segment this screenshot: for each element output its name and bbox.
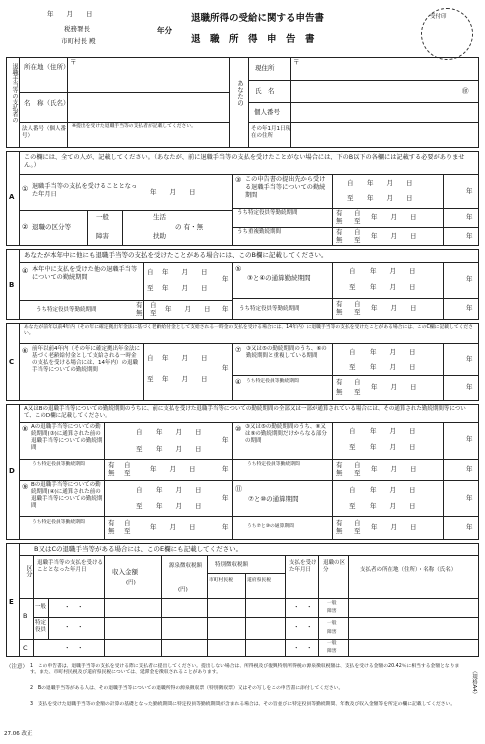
payer-name-label: 名 称（氏名） — [24, 99, 70, 107]
q3-sub1: うち特定役員等勤続期間 — [237, 210, 298, 216]
recipient-address-label: 現住所 — [255, 64, 275, 72]
note-2: 2 Bの退職手当等がある人は、その退職手当等についての退職所得の源泉徴収票（特別徴収票）又はその写しをこの申告書に添付してください。 — [30, 686, 344, 691]
row-b-general: 一般 — [35, 604, 47, 610]
col-payer: 支払者の所在地（住所）・名称（氏名） — [360, 567, 457, 573]
title-line1: 退職所得の受給に関する申告書 — [191, 13, 325, 24]
q8-sub-to: 至 — [124, 469, 131, 477]
recipient-number-field[interactable] — [293, 104, 476, 120]
recipient-postal-mark: 〒 — [293, 58, 300, 66]
q11-sub-none[interactable]: 無 — [336, 527, 343, 535]
q7-from-date[interactable]: 年 月 日 — [370, 348, 416, 356]
section-b-note: あなたが本年中に他にも退職手当等の支払を受けたことがある場合には、このB欄に記載してください。 — [24, 251, 328, 259]
q11-sub-to: 至 — [354, 527, 361, 535]
q3-label: この申告書の提出先から受ける退職手当等についての勤続期間 — [245, 176, 326, 199]
q10-to: 至 — [349, 443, 356, 451]
q3-sub2-date[interactable]: 年 月 日 — [371, 232, 417, 240]
q3-sub2-years[interactable]: 年 — [466, 232, 473, 240]
col-kubun: 区分 — [25, 565, 32, 578]
q11-sub-date[interactable]: 年 月 日 — [371, 523, 417, 531]
q4-label: 本年中に支払を受けた他の退職手当等についての勤続期間 — [32, 266, 138, 281]
q5-to-date[interactable]: 年 月 日 — [370, 283, 416, 291]
row-b-special-paydate[interactable]: ・ ・ — [293, 623, 313, 631]
q5-to: 至 — [349, 283, 356, 291]
q8-sub: うち特定役員等勤続期間 — [32, 462, 85, 467]
jan1-address-field[interactable] — [293, 124, 476, 146]
q5-sub-to: 至 — [354, 308, 361, 316]
q7-from: 自 — [349, 348, 356, 356]
section-c-note: あなたが前年以前4年内（その年に確定拠出年金法に基づく老齢給付金として支給される一時金の支払を受ける場合には、14年内）に退職手当等の支払を受けたことがある場合には、このC欄に記載してください。 — [24, 325, 474, 336]
q9-sub-has[interactable]: 有 — [108, 519, 115, 527]
col-retire: 退職の区分 — [323, 560, 346, 573]
q5-sub-years[interactable]: 年 — [466, 304, 473, 312]
col-income: 収入金額 — [112, 568, 138, 576]
recipient-vertical-label: あなたの — [236, 80, 244, 106]
q7-number: ⑦ — [235, 346, 242, 354]
q2-number: ② — [22, 223, 29, 231]
q2-option-disabled[interactable]: 障害 — [96, 232, 109, 240]
col-tokubetsu: 特別徴収税額 — [215, 562, 249, 568]
q11-sub-years[interactable]: 年 — [466, 523, 473, 531]
mayor-label: 市町村長 殿 — [61, 37, 96, 45]
row-b-gen-opt2[interactable]: 障害 — [327, 609, 337, 614]
q3-from-date[interactable]: 年 月 日 — [367, 179, 413, 187]
q3-sub2-to: 至 — [354, 236, 361, 244]
row-b-special-date[interactable]: ・ ・ — [64, 623, 84, 631]
q3-from: 自 — [347, 179, 354, 187]
q3-sub2-none[interactable]: 無 — [336, 236, 343, 244]
q3-sub1-has[interactable]: 有 — [336, 209, 343, 217]
q11-to-date[interactable]: 年 月 日 — [370, 502, 416, 510]
q7-sub-years[interactable]: 年 — [466, 383, 473, 391]
q11-years[interactable]: 年 — [466, 494, 473, 502]
row-b-special: 特定役員 — [35, 620, 47, 633]
q7-sub-from: 自 — [354, 378, 361, 386]
row-b-sp-opt2[interactable]: 障害 — [327, 630, 337, 635]
q11-sub: うち⑦と⑩の通算期間 — [247, 524, 294, 529]
q10-sub-date[interactable]: 年 月 日 — [371, 465, 417, 473]
q4-to: 至 — [147, 284, 154, 292]
q4-sub-has[interactable]: 有 — [136, 301, 143, 309]
form-revision-id: 27.06 改正 — [4, 731, 33, 737]
recipient-name-field[interactable] — [293, 83, 463, 100]
row-c-opt1[interactable]: 一般 — [327, 641, 337, 646]
q9-years[interactable]: 年 — [222, 494, 229, 502]
q3-sub1-years[interactable]: 年 — [466, 213, 473, 221]
q9-label: Bの退職手当等についての勤続期間(④)に通算された前の退職手当等についての勤続期間 — [31, 482, 103, 509]
payer-vertical-label: 退職手当等の支払者の — [11, 63, 18, 123]
payer-postal-mark: 〒 — [70, 58, 77, 66]
q4-sub-date[interactable]: 年 月 日 — [165, 305, 211, 313]
recipient-address-field[interactable] — [293, 66, 476, 79]
q10-sub-from: 自 — [354, 461, 361, 469]
q4-years[interactable]: 年 — [222, 275, 229, 283]
q10-from: 自 — [349, 427, 356, 435]
section-e-letter: E — [9, 598, 14, 606]
q10-number: ⑩ — [235, 425, 242, 433]
q10-to-date[interactable]: 年 月 日 — [370, 443, 416, 451]
row-b-general-paydate[interactable]: ・ ・ — [293, 603, 313, 611]
q4-to-date[interactable]: 年 月 日 — [162, 284, 208, 292]
q7-sub-date[interactable]: 年 月 日 — [371, 383, 417, 391]
q5-sub-date[interactable]: 年 月 日 — [371, 304, 417, 312]
section-d-note: A又はBの退職手当等についての勤続期間のうちに、前に支払を受けた退職手当等についての勤続期間の全部又は一部が通算されている場合には、その通算された勤続期間等について、このD欄に記載してください。 — [24, 406, 466, 419]
payer-number-field[interactable] — [70, 132, 228, 146]
q8-sub-date[interactable]: 年 月 日 — [150, 465, 196, 473]
q11-from: 自 — [349, 486, 356, 494]
q11-from-date[interactable]: 年 月 日 — [370, 486, 416, 494]
q1-number: ① — [22, 185, 29, 193]
row-c-date[interactable]: ・ ・ — [64, 644, 84, 652]
q6-years[interactable]: 年 — [222, 364, 229, 372]
q7-years[interactable]: 年 — [466, 355, 473, 363]
row-c-label: C — [23, 644, 28, 652]
q3-sub2-from: 自 — [354, 228, 361, 236]
jan1-address-label: その年1月1日現在の住所 — [251, 126, 291, 139]
section-a-note: この欄には、全ての人が、記載してください。（あなたが、前に退職手当等の支払を受けたことがない場合には、下のB以下の各欄には記載する必要がありません。） — [24, 154, 465, 169]
q9-sub-to: 至 — [124, 527, 131, 535]
row-b-label: B — [23, 612, 28, 620]
q6-from-date[interactable]: 年 月 日 — [162, 354, 208, 362]
q6-label: 前年以前4年内（その年に確定拠出年金法に基づく老齢給付金として支給される一時金の支払を受ける場合には、14年内）の退職手当等についての勤続期間 — [32, 346, 141, 373]
q5-from-date[interactable]: 年 月 日 — [370, 267, 416, 275]
section-b-letter: B — [9, 281, 15, 289]
q3-sub1-from: 自 — [354, 209, 361, 217]
q5-from: 自 — [349, 267, 356, 275]
payer-number-label: 法人番号（個人番号） — [22, 126, 67, 139]
q4-sub-to: 至 — [150, 309, 157, 317]
section-a-letter: A — [9, 193, 15, 201]
q11-sub-from: 自 — [354, 519, 361, 527]
q5-sub: うち特定役員等勤続期間 — [239, 306, 300, 312]
q7-sub-none[interactable]: 無 — [336, 388, 343, 396]
q10-sub-to: 至 — [354, 469, 361, 477]
q9-from: 自 — [136, 486, 143, 494]
q9-to-date[interactable]: 年 月 日 — [156, 502, 202, 510]
q3-sub1-to: 至 — [354, 217, 361, 225]
q8-from: 自 — [136, 428, 143, 436]
q8-years[interactable]: 年 — [222, 436, 229, 444]
section-e-note: B又はCの退職手当等がある場合には、このE欄にも記載してください。 — [34, 545, 243, 553]
q10-sub: うち特定役員等勤続期間 — [247, 462, 300, 467]
q9-sub-none[interactable]: 無 — [108, 527, 115, 535]
section-d-letter: D — [9, 467, 15, 475]
q11-to: 至 — [349, 502, 356, 510]
q3-years[interactable]: 年 — [466, 187, 473, 195]
q10-sub-years[interactable]: 年 — [466, 465, 473, 473]
q4-sub: うち特定役員等勤続期間 — [36, 307, 97, 313]
row-c-paydate[interactable]: ・ ・ — [293, 644, 313, 652]
q1-date[interactable]: 年 月 日 — [150, 188, 196, 196]
q3-to: 至 — [347, 194, 354, 202]
col-pay-date: 支払を受けた年月日 — [289, 560, 317, 573]
q4-sub-none[interactable]: 無 — [136, 309, 143, 317]
q2-yes-no[interactable]: の 有・無 — [175, 223, 204, 231]
q3-sub1-none[interactable]: 無 — [336, 217, 343, 225]
col-income-unit: (円) — [126, 580, 136, 586]
q7-to-date[interactable]: 年 月 日 — [370, 363, 416, 371]
col-date: 退職手当等の支払を受けることとなった年月日 — [37, 560, 104, 573]
q4-sub-years[interactable]: 年 — [222, 305, 229, 313]
col-gensen-unit: (円) — [178, 587, 188, 593]
row-b-gen-opt1[interactable]: 一般 — [327, 601, 337, 606]
row-b-general-date[interactable]: ・ ・ — [64, 603, 84, 611]
recipient-number-label: 個人番号 — [254, 108, 280, 116]
row-c-opt2[interactable]: 障害 — [327, 649, 337, 654]
q11-number: ⑪ — [235, 485, 242, 493]
row-b-sp-opt1[interactable]: 一般 — [327, 621, 337, 626]
q7-sub: うち特定役員等勤続期間 — [246, 379, 299, 384]
q7-sub-number: ④ — [235, 378, 242, 386]
q8-from-date[interactable]: 年 月 日 — [156, 428, 202, 436]
q7-label: ③又は⑤の勤続期間のうち、⑥の勤続期間と重複している期間 — [246, 346, 327, 359]
q3-number: ③ — [235, 176, 242, 184]
q9-sub-years[interactable]: 年 — [222, 523, 229, 531]
tax-office-label: 税務署長 — [64, 25, 90, 33]
q3-sub2: うち重複勤続期間 — [237, 229, 282, 235]
q8-sub-years[interactable]: 年 — [222, 465, 229, 473]
q2-label: 退職の区分等 — [32, 223, 71, 231]
q8-label: Aの退職手当等についての勤続期間(③)に通算された前の退職手当等についての勤続期間 — [31, 424, 103, 451]
recipient-name-label: 氏 名 — [255, 87, 275, 95]
q6-from: 自 — [147, 354, 154, 362]
q5-sub-none[interactable]: 無 — [336, 308, 343, 316]
q2-option-assistance: 扶助 — [153, 232, 166, 240]
q8-sub-from: 自 — [124, 461, 131, 469]
q10-years[interactable]: 年 — [466, 435, 473, 443]
q7-sub-to: 至 — [354, 388, 361, 396]
col-pref: 道府県民税 — [247, 578, 271, 583]
q3-sub2-has[interactable]: 有 — [336, 228, 343, 236]
q7-to: 至 — [349, 363, 356, 371]
q3-sub1-date[interactable]: 年 月 日 — [371, 213, 417, 221]
q8-to: 至 — [136, 445, 143, 453]
note-3: 3 支払を受けた退職手当等の金額の計算の基礎となった勤続期間に特定役員等勤続期間が含まれる場合は、その旨並びに特定役員等勤続期間、年数及び収入金額等を所定の欄に記載してください。 — [30, 702, 456, 707]
q9-from-date[interactable]: 年 月 日 — [156, 486, 202, 494]
q5-sub-from: 自 — [354, 300, 361, 308]
q2-option-general[interactable]: 一般 — [96, 213, 109, 221]
q11-sub-has[interactable]: 有 — [336, 519, 343, 527]
payer-number-note: ※提出を受けた退職手当等の支払者が記載してください。 — [72, 124, 196, 129]
submission-date-label: 年 月 日 — [47, 10, 93, 18]
q8-to-date[interactable]: 年 月 日 — [156, 445, 202, 453]
q6-to: 至 — [147, 375, 154, 383]
payer-name-field[interactable] — [70, 94, 228, 120]
title-line2: 退 職 所 得 申 告 書 — [191, 34, 315, 45]
q9-number: ⑨ — [22, 483, 29, 491]
col-gensen: 源泉徴収税額 — [169, 563, 203, 569]
q1-label: 退職手当等の支払を受けることとなった年月日 — [32, 183, 138, 198]
q9-sub: うち特定役員等勤続期間 — [32, 520, 85, 525]
q6-number: ⑥ — [22, 347, 29, 355]
q7-sub-has[interactable]: 有 — [336, 378, 343, 386]
year-suffix: 年分 — [157, 26, 172, 35]
q4-from: 自 — [147, 268, 154, 276]
reception-stamp-circle — [421, 8, 473, 60]
q11-label: ⑦と⑩の通算期間 — [248, 495, 299, 503]
q6-to-date[interactable]: 年 月 日 — [162, 375, 208, 383]
q4-from-date[interactable]: 年 月 日 — [162, 268, 208, 276]
q10-sub-has[interactable]: 有 — [336, 461, 343, 469]
q2-option-livelihood: 生活 — [153, 213, 166, 221]
q5-years[interactable]: 年 — [466, 275, 473, 283]
q9-sub-date[interactable]: 年 月 日 — [150, 523, 196, 531]
payer-address-field[interactable] — [70, 68, 228, 90]
q4-number: ④ — [22, 267, 29, 275]
q9-sub-from: 自 — [124, 519, 131, 527]
q5-label: ③と④の通算勤続期間 — [247, 274, 311, 282]
notes-label: （注意） — [6, 664, 29, 670]
col-city: 市町村民税 — [209, 578, 233, 583]
q8-sub-none[interactable]: 無 — [108, 469, 115, 477]
paper-size-label: （規格A4） — [471, 668, 477, 698]
note-1: 1 この申告書は、退職手当等の支払を受ける際に支払者に提出してください。提出しない場合は、所得税及び復興特別所得税の源泉徴収税額は、支払を受ける金額の20.42％に相当する金額となります。また、市町村民税及び道府県民税については、延滞金を徴収されることがあります。 — [30, 664, 460, 675]
q8-number: ⑧ — [22, 425, 29, 433]
q5-number: ⑤ — [235, 265, 242, 273]
q10-sub-none[interactable]: 無 — [336, 469, 343, 477]
q10-label: ③又は⑤の勤続期間のうち、⑧又は⑨の勤続期間だけからなる部分の期間 — [245, 424, 327, 444]
q9-to: 至 — [136, 502, 143, 510]
seal-mark: ㊞ — [462, 87, 469, 95]
payer-address-label: 所在地（住所） — [24, 63, 70, 71]
reception-stamp-label: 受付印 — [430, 14, 447, 20]
q8-sub-has[interactable]: 有 — [108, 461, 115, 469]
q4-sub-from: 自 — [150, 301, 157, 309]
q3-to-date[interactable]: 年 月 日 — [367, 194, 413, 202]
section-c-letter: C — [9, 358, 15, 366]
q5-sub-has[interactable]: 有 — [336, 300, 343, 308]
q10-from-date[interactable]: 年 月 日 — [370, 427, 416, 435]
